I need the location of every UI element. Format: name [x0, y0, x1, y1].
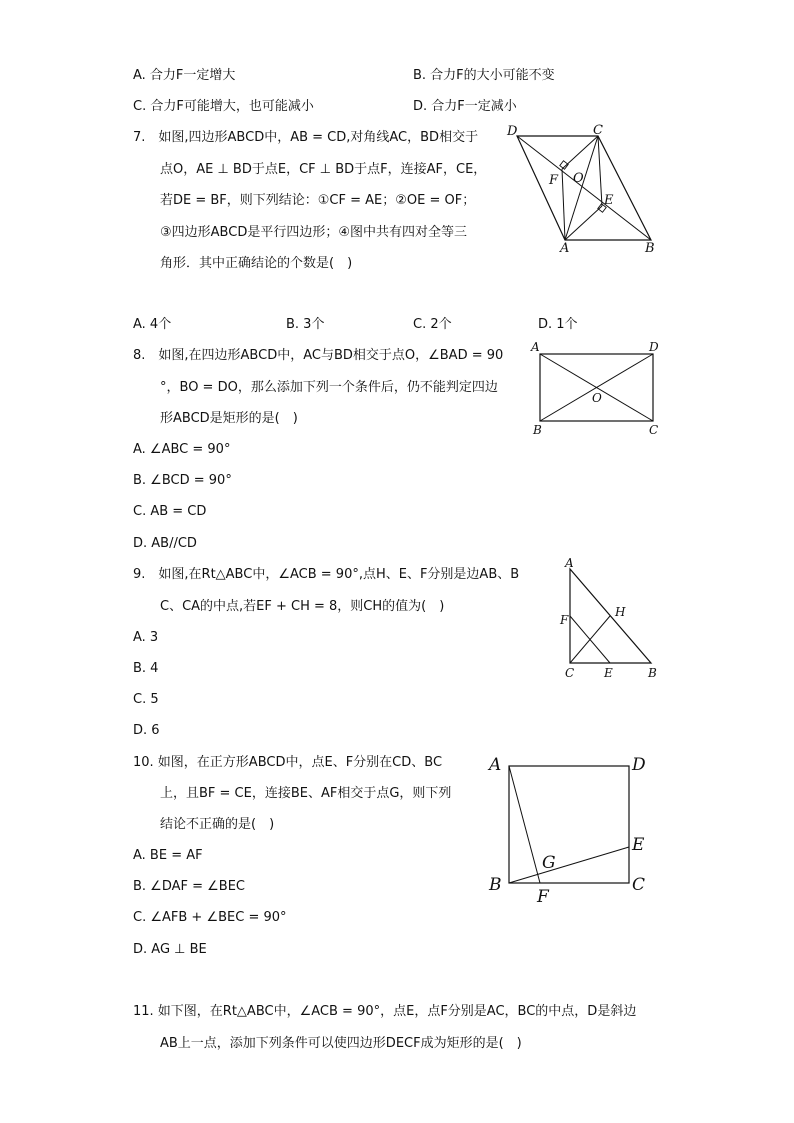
q9-label-e: E — [604, 666, 613, 680]
q9-label-a: A — [565, 556, 574, 570]
q9-label-h: H — [615, 605, 626, 619]
q9-label-c: C — [565, 666, 575, 680]
q8-stem-line3: 形ABCD是矩形的是( ) — [160, 411, 298, 426]
q8-option-d: D. AB//CD — [133, 536, 197, 551]
q11-stem-line2: AB上一点，添加下列条件可以使四边形DECF成为矩形的是( ) — [160, 1036, 522, 1051]
q9-option-d: D. 6 — [133, 723, 160, 738]
q8-stem-line2: °，BO = DO，那么添加下列一个条件后，仍不能判定四边 — [160, 380, 498, 395]
q9-figure — [552, 555, 667, 683]
q6-option-a: A. 合力F一定增大 — [133, 68, 236, 83]
q6-option-b: B. 合力F的大小可能不变 — [413, 68, 555, 83]
q10-segment-be — [509, 847, 629, 883]
q7-option-b: B. 3个 — [286, 317, 325, 332]
q10-label-b: B — [489, 875, 502, 895]
q7-stem-line4: ③四边形ABCD是平行四边形；④图中共有四对全等三 — [160, 225, 467, 240]
q9-option-c: C. 5 — [133, 692, 159, 707]
q7-label-f: F — [549, 173, 559, 188]
q8-label-o: O — [592, 391, 602, 405]
q8-option-b: B. ∠BCD = 90° — [133, 473, 232, 488]
q7-diagonal-bd — [517, 136, 651, 240]
q7-label-a: A — [560, 241, 570, 256]
q8-label-d: D — [649, 340, 659, 354]
q9-option-b: B. 4 — [133, 661, 159, 676]
q7-label-o: O — [573, 171, 584, 186]
q10-stem-line3: 结论不正确的是( ) — [160, 817, 275, 832]
q7-option-d: D. 1个 — [538, 317, 578, 332]
q10-option-a: A. BE = AF — [133, 848, 203, 863]
q10-label-c: C — [632, 875, 646, 895]
q7-label-b: B — [645, 241, 655, 256]
q10-option-d: D. AG ⊥ BE — [133, 942, 207, 957]
q9-label-f: F — [560, 613, 569, 627]
q10-option-b: B. ∠DAF = ∠BEC — [133, 879, 246, 894]
q10-stem-line1: 10. 如图，在正方形ABCD中，点E、F分别在CD、BC — [133, 755, 443, 770]
q7-segment-af — [562, 169, 565, 240]
q9-stem-line1: 9. 如图,在Rt△ABC中，∠ACB = 90°,点H、E、F分别是边AB、B — [133, 567, 520, 582]
q8-label-a: A — [531, 340, 540, 354]
q7-stem-line3: 若DE = BF，则下列结论：①CF = AE；②OE = OF； — [160, 193, 476, 208]
q7-segment-ce — [598, 136, 602, 206]
q9-stem-line2: C、CA的中点,若EF + CH = 8，则CH的值为( ) — [160, 599, 445, 614]
q7-label-d: D — [507, 124, 518, 139]
q6-option-d: D. 合力F一定减小 — [413, 99, 517, 114]
q10-label-g: G — [542, 853, 556, 873]
q8-label-b: B — [533, 423, 542, 437]
q8-figure — [525, 338, 670, 438]
q7-label-e: E — [604, 193, 614, 208]
q7-option-a: A. 4个 — [133, 317, 172, 332]
q7-option-c: C. 2个 — [413, 317, 452, 332]
q7-figure — [505, 122, 665, 257]
q7-stem-line1: 7. 如图,四边形ABCD中，AB = CD,对角线AC，BD相交于 — [133, 130, 479, 145]
q7-label-c: C — [593, 123, 603, 138]
q10-label-a: A — [489, 755, 502, 775]
q11-stem-line1: 11. 如下图，在Rt△ABC中，∠ACB = 90°，点E，点F分别是AC，BC的中点，D是斜边 — [133, 1004, 637, 1019]
q8-stem-line1: 8. 如图,在四边形ABCD中，AC与BD相交于点O，∠BAD = 90 — [133, 348, 504, 363]
q10-option-c: C. ∠AFB + ∠BEC = 90° — [133, 910, 287, 925]
q8-label-c: C — [649, 423, 659, 437]
q6-option-c: C. 合力F可能增大，也可能减小 — [133, 99, 314, 114]
q8-option-c: C. AB = CD — [133, 504, 207, 519]
q10-figure — [482, 750, 657, 910]
q7-stem-line5: 角形．其中正确结论的个数是( ) — [160, 256, 353, 271]
q9-option-a: A. 3 — [133, 630, 159, 645]
q9-label-b: B — [648, 666, 657, 680]
q7-stem-line2: 点O，AE ⊥ BD于点E，CF ⊥ BD于点F，连接AF，CE， — [160, 162, 487, 177]
q10-segment-af — [509, 766, 540, 883]
q10-label-f: F — [537, 887, 549, 907]
q8-option-a: A. ∠ABC = 90° — [133, 442, 231, 457]
q10-label-e: E — [632, 835, 645, 855]
q10-stem-line2: 上，且BF = CE，连接BE、AF相交于点G，则下列 — [160, 786, 452, 801]
q10-label-d: D — [632, 755, 646, 775]
